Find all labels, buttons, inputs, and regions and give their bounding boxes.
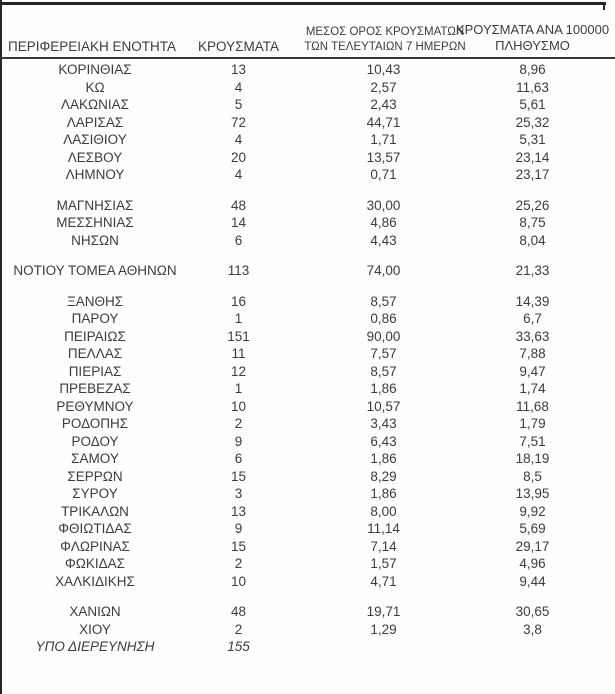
avg7-cell: 44,71: [366, 114, 401, 130]
table-row: [0, 149, 615, 167]
avg7-cell: 19,71: [366, 604, 401, 620]
avg7-cell: 2,43: [370, 97, 397, 113]
table-row: [0, 310, 615, 328]
table-row: [0, 114, 615, 132]
table-row: [0, 293, 615, 311]
per100k-cell: 14,39: [515, 293, 550, 309]
per100k-cell: 8,96: [519, 62, 546, 78]
avg7-cell: 7,14: [370, 538, 397, 554]
per100k-cell: 3,8: [523, 621, 542, 637]
per100k-cell: 33,63: [515, 328, 550, 344]
per100k-cell: 5,69: [519, 521, 546, 537]
region-cell: ΡΕΘΥΜΝΟΥ: [56, 398, 134, 414]
header-cases: ΚΡΟΥΣΜΑΤΑ: [198, 39, 279, 54]
avg7-cell: 3,43: [370, 416, 397, 432]
avg7-cell: 11,14: [367, 521, 400, 537]
table-row: [0, 520, 615, 538]
table-row: [0, 380, 615, 398]
table-row: [0, 485, 615, 503]
avg7-cell: 30,00: [366, 197, 401, 213]
cases-cell: 9: [234, 521, 243, 537]
cases-cell: 4: [234, 132, 243, 148]
table-body: [0, 61, 615, 656]
region-cell: ΠΕΛΛΑΣ: [67, 346, 123, 362]
per100k-cell: 8,5: [523, 468, 542, 484]
region-cell: ΝΟΤΙΟΥ ΤΟΜΕΑ ΑΘΗΝΩΝ: [13, 263, 177, 279]
region-cell: ΛΗΜΝΟΥ: [65, 167, 125, 183]
table-row: [0, 131, 615, 149]
region-cell: ΦΛΩΡΙΝΑΣ: [60, 538, 130, 554]
region-cell: ΦΩΚΙΔΑΣ: [65, 556, 125, 572]
region-cell: ΠΕΙΡΑΙΩΣ: [64, 328, 126, 344]
region-cell: ΧΙΟΥ: [79, 621, 111, 637]
cases-cell: 9: [234, 433, 243, 449]
region-cell: ΚΟΡΙΝΘΙΑΣ: [58, 62, 132, 78]
avg7-cell: 4,71: [370, 573, 397, 589]
per100k-cell: 5,61: [519, 97, 546, 113]
avg7-cell: 8,29: [370, 468, 397, 484]
spacer-row: [0, 590, 615, 603]
table-row: [0, 262, 615, 280]
spacer-row: [0, 280, 615, 293]
per100k-cell: 9,47: [519, 363, 546, 379]
region-cell: ΣΑΜΟΥ: [71, 451, 119, 467]
region-cell: ΦΘΙΩΤΙΔΑΣ: [58, 521, 132, 537]
cases-cell: 151: [227, 328, 250, 344]
region-cell: ΝΗΣΩΝ: [71, 232, 119, 248]
per100k-cell: 30,65: [515, 604, 550, 620]
table-row: [0, 555, 615, 573]
avg7-cell: 10,43: [366, 62, 401, 78]
avg7-cell: 1,86: [370, 451, 397, 467]
header-per100k-line2: ΠΛΗΘΥΣΜΟ: [495, 38, 570, 53]
region-cell: ΣΕΡΡΩΝ: [67, 468, 123, 484]
avg7-cell: 0,71: [370, 167, 397, 183]
cases-cell: 72: [230, 114, 247, 130]
avg7-cell: 1,29: [370, 621, 397, 637]
cases-cell: 10: [230, 573, 247, 589]
table-row: [0, 468, 615, 486]
avg7-cell: 1,86: [370, 486, 397, 502]
cases-cell: 6: [234, 451, 243, 467]
table-row: [0, 197, 615, 215]
avg7-cell: 1,71: [370, 132, 397, 148]
avg7-cell: 8,57: [370, 363, 397, 379]
table-row: [0, 398, 615, 416]
cases-cell: 16: [230, 293, 247, 309]
per100k-cell: 7,88: [519, 346, 546, 362]
avg7-cell: 13,57: [366, 149, 401, 165]
table-header: [0, 0, 615, 59]
per100k-cell: 13,95: [515, 486, 550, 502]
cases-cell: 155: [227, 639, 250, 655]
per100k-cell: 9,44: [519, 573, 546, 589]
table-row: [0, 573, 615, 591]
avg7-cell: 10,57: [366, 398, 401, 414]
table-row: [0, 538, 615, 556]
avg7-cell: 90,00: [366, 328, 401, 344]
table-row: [0, 328, 615, 346]
cases-cell: 1: [234, 381, 243, 397]
region-cell: ΛΑΣΙΘΙΟΥ: [63, 132, 127, 148]
region-cell: ΡΟΔΟΥ: [71, 433, 119, 449]
table-row: [0, 232, 615, 250]
region-cell: ΚΩ: [85, 79, 105, 95]
cases-cell: 48: [230, 197, 247, 213]
per100k-cell: 6,7: [523, 311, 542, 327]
region-cell: ΣΥΡΟΥ: [72, 486, 118, 502]
per100k-cell: 9,92: [519, 503, 546, 519]
per100k-cell: 4,96: [519, 556, 546, 572]
cases-cell: 20: [230, 149, 247, 165]
table-row: [0, 214, 615, 232]
table-row: [0, 415, 615, 433]
region-cell: ΠΙΕΡΙΑΣ: [68, 363, 122, 379]
avg7-cell: 2,57: [370, 79, 397, 95]
avg7-cell: 4,86: [370, 215, 397, 231]
cases-cell: 15: [230, 538, 247, 554]
region-cell: ΛΑΡΙΣΑΣ: [66, 114, 124, 130]
table-row: [0, 79, 615, 97]
table-row: [0, 450, 615, 468]
header-region: ΠΕΡΙΦΕΡΕΙΑΚΗ ΕΝΟΤΗΤΑ: [8, 39, 177, 54]
header-per100k-line1: ΚΡΟΥΣΜΑΤΑ ΑΝΑ 100000: [455, 22, 610, 37]
per100k-cell: 21,33: [515, 263, 550, 279]
region-cell: ΤΡΙΚΑΛΩΝ: [61, 503, 129, 519]
header-per100k: [430, 22, 615, 54]
region-cell: ΠΑΡΟΥ: [71, 311, 119, 327]
cases-cell: 12: [230, 363, 247, 379]
table-row: [0, 96, 615, 114]
avg7-cell: 1,86: [370, 381, 397, 397]
per100k-cell: 1,74: [519, 381, 546, 397]
avg7-cell: 1,57: [370, 556, 397, 572]
per100k-cell: 18,19: [515, 451, 550, 467]
table-row: [0, 345, 615, 363]
cases-cell: 15: [230, 468, 247, 484]
table-row: [0, 166, 615, 184]
per100k-cell: 23,14: [515, 149, 550, 165]
cases-cell: 2: [234, 556, 243, 572]
region-cell: ΡΟΔΟΠΗΣ: [61, 416, 129, 432]
per100k-cell: 8,04: [519, 232, 546, 248]
cases-cell: 2: [234, 621, 243, 637]
per100k-cell: 7,51: [519, 433, 546, 449]
table-row: [0, 603, 615, 621]
region-cell: ΥΠΟ ΔΙΕΡΕΥΝΗΣΗ: [35, 639, 155, 655]
avg7-cell: 4,43: [370, 232, 397, 248]
cases-cell: 3: [234, 486, 243, 502]
avg7-cell: 8,00: [370, 503, 397, 519]
table-row: [0, 503, 615, 521]
cases-cell: 13: [230, 62, 247, 78]
per100k-cell: 11,68: [516, 398, 549, 414]
avg7-cell: 8,57: [370, 293, 397, 309]
cases-cell: 10: [230, 398, 247, 414]
cases-cell: 1: [234, 311, 243, 327]
per100k-cell: 5,31: [519, 132, 546, 148]
cases-cell: 13: [230, 503, 247, 519]
cases-cell: 6: [234, 232, 243, 248]
cases-cell: 11: [231, 346, 246, 362]
per100k-cell: 1,79: [519, 416, 546, 432]
table-row: [0, 621, 615, 639]
region-cell: ΛΕΣΒΟΥ: [67, 149, 123, 165]
region-cell: ΧΑΛΚΙΔΙΚΗΣ: [55, 573, 135, 589]
per100k-cell: 23,17: [515, 167, 550, 183]
per100k-cell: 25,32: [515, 114, 550, 130]
spacer-row: [0, 249, 615, 262]
per100k-cell: 25,26: [515, 197, 550, 213]
cases-cell: 5: [234, 97, 243, 113]
cases-cell: 48: [230, 604, 247, 620]
avg7-cell: 74,00: [366, 263, 401, 279]
spacer-row: [0, 184, 615, 197]
table-row: [0, 638, 615, 656]
table-row: [0, 61, 615, 79]
per100k-cell: 11,63: [516, 79, 549, 95]
avg7-cell: 7,57: [370, 346, 397, 362]
avg7-cell: 0,86: [370, 311, 397, 327]
region-cell: ΞΑΝΘΗΣ: [66, 293, 124, 309]
header-avg7-line2: ΤΩΝ ΤΕΛΕΥΤΑΙΩΝ 7 ΗΜΕΡΩΝ: [304, 40, 466, 53]
region-cell: ΠΡΕΒΕΖΑΣ: [59, 381, 131, 397]
table-row: [0, 433, 615, 451]
cases-cell: 4: [234, 79, 243, 95]
region-cell: ΧΑΝΙΩΝ: [69, 604, 121, 620]
region-cell: ΛΑΚΩΝΙΑΣ: [61, 97, 129, 113]
table-row: [0, 363, 615, 381]
region-cell: ΜΑΓΝΗΣΙΑΣ: [56, 197, 134, 213]
cases-cell: 113: [227, 263, 250, 279]
header-avg7-line1: ΜΕΣΟΣ ΟΡΟΣ ΚΡΟΥΣΜΑΤΩΝ: [305, 26, 465, 38]
cases-cell: 4: [234, 167, 243, 183]
per100k-cell: 8,75: [519, 215, 546, 231]
per100k-cell: 29,17: [515, 538, 550, 554]
region-cell: ΜΕΣΣΗΝΙΑΣ: [56, 215, 134, 231]
cases-cell: 14: [230, 215, 247, 231]
avg7-cell: 6,43: [370, 433, 397, 449]
cases-cell: 2: [234, 416, 243, 432]
